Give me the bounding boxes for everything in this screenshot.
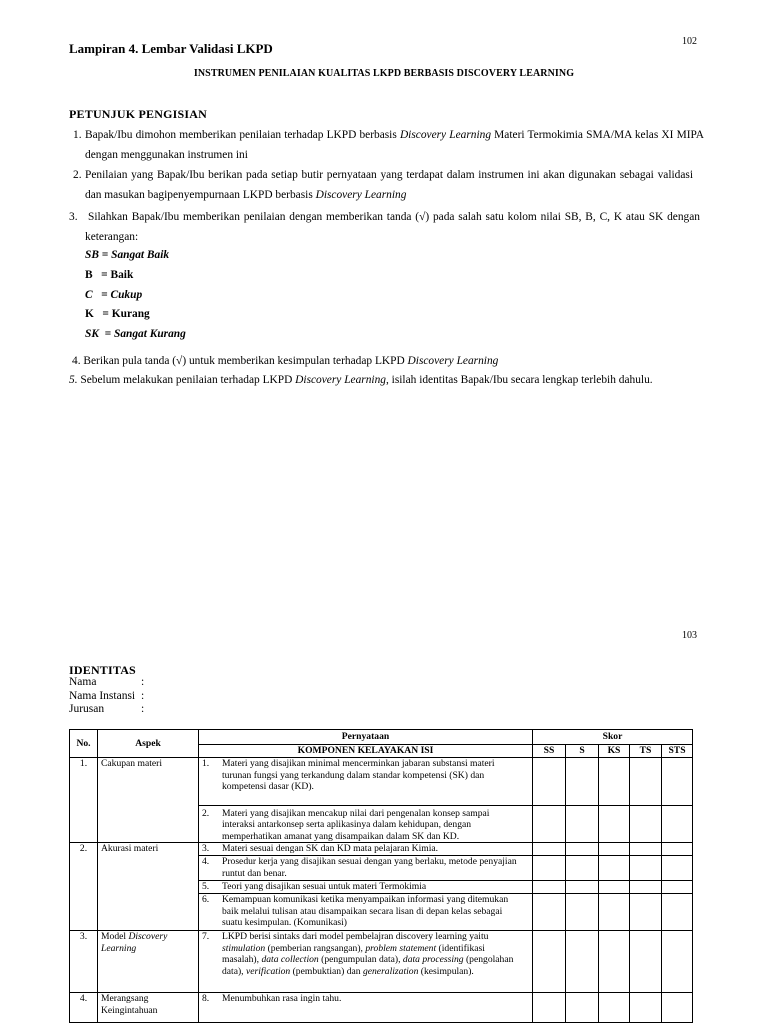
header-skor: Skor (533, 730, 693, 745)
score-cell[interactable] (662, 806, 693, 843)
score-cell[interactable] (630, 894, 662, 931)
list-number: 2. (73, 169, 82, 181)
score-cell[interactable] (630, 758, 662, 806)
page-number: 103 (682, 630, 697, 641)
header-skor-ks: KS (599, 745, 630, 758)
score-cell[interactable] (533, 894, 566, 931)
identity-field-instansi: Nama Instansi : (69, 689, 145, 702)
statement-text: Menumbuhkan rasa ingin tahu. (222, 993, 342, 1004)
score-cell[interactable] (599, 894, 630, 931)
score-cell[interactable] (566, 931, 599, 993)
page-number: 102 (682, 36, 697, 47)
statement-text: Teori yang disajikan sesuai untuk materi Termokimia (222, 881, 427, 892)
score-cell[interactable] (599, 931, 630, 993)
identity-field-nama: Nama : (69, 676, 145, 688)
statement-cell (199, 993, 533, 1023)
score-cell[interactable] (566, 806, 599, 843)
score-cell[interactable] (630, 993, 662, 1023)
score-cell[interactable] (599, 758, 630, 806)
statement-number: 3. (202, 843, 210, 854)
identity-field-jurusan: Jurusan : (69, 703, 145, 715)
legend-k: K = Kurang (85, 308, 150, 321)
row-aspek: Akurasi materi (98, 843, 199, 931)
score-cell[interactable] (566, 894, 599, 931)
statement-text: Kemampuan komunikasi ketika menyampaikan informasi yang ditemukan baik melalui tulisan atau disampaikan secara lisan di depan kelas sebagai suatu kesimpulan. (Komunikasi) (222, 894, 509, 928)
score-cell[interactable] (566, 881, 599, 894)
score-cell[interactable] (566, 843, 599, 856)
table-row (70, 931, 693, 993)
identity-fields (69, 676, 144, 717)
statement-cell (199, 856, 533, 881)
score-cell[interactable] (630, 931, 662, 993)
statement-cell (199, 843, 533, 856)
score-cell[interactable] (566, 758, 599, 806)
statement-number: 6. (202, 894, 210, 905)
score-cell[interactable] (566, 993, 599, 1023)
header-skor-ts: TS (630, 745, 662, 758)
legend-list (85, 246, 186, 345)
statement-cell (199, 881, 533, 894)
score-cell[interactable] (533, 881, 566, 894)
legend-sk: SK = Sangat Kurang (85, 328, 186, 341)
score-cell[interactable] (662, 894, 693, 931)
score-cell[interactable] (599, 881, 630, 894)
legend-c: C = Cukup (85, 288, 143, 301)
header-komponen: KOMPONEN KELAYAKAN ISI (199, 745, 533, 758)
row-number: 3. (70, 931, 98, 993)
score-cell[interactable] (599, 993, 630, 1023)
statement-cell (199, 931, 533, 993)
score-cell[interactable] (533, 856, 566, 881)
header-skor-ss: SS (533, 745, 566, 758)
instrument-title: INSTRUMEN PENILAIAN KUALITAS LKPD BERBASIS DISCOVERY LEARNING (193, 68, 575, 79)
statement-number: 4. (202, 856, 210, 867)
row-number: 2. (70, 843, 98, 931)
header-skor-sts: STS (662, 745, 693, 758)
instruction-item-2: Penilaian yang Bapak/Ibu berikan pada setiap butir pernyataan yang terdapat dalam instrumen ini akan digunakan sebagai validasi dan masukan bagipenyempurnaan LKPD berbasis Discovery Learning (85, 169, 693, 201)
table-row (70, 993, 693, 1023)
header-aspek: Aspek (98, 730, 199, 758)
statement-text: LKPD berisi sintaks dari model pembelajran discovery learning yaitu stimulation (pemberian rangsangan), problem statement (identifikasi masalah), data collection (pengumpulan data), data processing (pengolahan data), verification (pembuktian) dan generalization (kesimpulan). (222, 931, 514, 977)
assessment-table (69, 729, 693, 1023)
row-aspek: Model Discovery Learning (98, 931, 199, 993)
statement-number: 5. (202, 881, 210, 892)
statement-number: 7. (202, 931, 210, 942)
table-row (70, 843, 693, 856)
score-cell[interactable] (662, 856, 693, 881)
header-pernyataan: Pernyataan (199, 730, 533, 745)
legend-sb: SB = Sangat Baik (85, 249, 170, 261)
statement-number: 1. (202, 758, 210, 769)
score-cell[interactable] (630, 881, 662, 894)
score-cell[interactable] (662, 881, 693, 894)
score-cell[interactable] (566, 856, 599, 881)
score-cell[interactable] (599, 806, 630, 843)
score-cell[interactable] (630, 843, 662, 856)
page-title: Lampiran 4. Lembar Validasi LKPD (69, 41, 273, 56)
score-cell[interactable] (599, 843, 630, 856)
score-cell[interactable] (662, 758, 693, 806)
score-cell[interactable] (630, 806, 662, 843)
statement-number: 2. (202, 807, 210, 819)
legend-b: B = Baik (85, 268, 134, 281)
score-cell[interactable] (533, 806, 566, 843)
score-cell[interactable] (662, 931, 693, 993)
score-cell[interactable] (533, 931, 566, 993)
statement-number: 8. (202, 993, 210, 1004)
statement-cell (199, 758, 533, 806)
score-cell[interactable] (662, 993, 693, 1023)
row-number: 1. (70, 758, 98, 843)
section-heading-identitas: IDENTITAS (69, 663, 136, 677)
score-cell[interactable] (533, 993, 566, 1023)
list-number: 3. (69, 211, 78, 223)
instruction-item-1: Bapak/Ibu dimohon memberikan penilaian terhadap LKPD berbasis Discovery Learning Materi Termokimia SMA/MA kelas XI MIPA dengan menggunakan instrumen ini (85, 129, 705, 161)
instruction-item-4: 4. Berikan pula tanda (√) untuk memberikan kesimpulan terhadap LKPD Discovery Learning (72, 355, 499, 367)
row-aspek: Merangsang Keingintahuan (98, 993, 199, 1023)
score-cell[interactable] (533, 843, 566, 856)
statement-text: Materi yang disajikan minimal mencerminkan jabaran substansi materi turunan fungsi yang terkandung dalam standar kompetensi (SK) dan kompetensi dasar (KD). (222, 758, 495, 792)
row-number: 4. (70, 993, 98, 1023)
instruction-item-5: 5. Sebelum melakukan penilaian terhadap LKPD Discovery Learning, isilah identitas Bapak/Ibu secara lengkap terlebih dahulu. (69, 374, 653, 386)
statement-cell (199, 806, 533, 843)
instruction-item-3: Silahkan Bapak/Ibu memberikan penilaian dengan memberikan tanda (√) pada salah satu kolom nilai SB, B, C, K atau SK dengan keterangan: (85, 211, 700, 243)
section-heading-petunjuk: PETUNJUK PENGISIAN (69, 107, 207, 121)
header-no: No. (70, 730, 98, 758)
header-skor-s: S (566, 745, 599, 758)
score-cell[interactable] (599, 856, 630, 881)
score-cell[interactable] (662, 843, 693, 856)
list-number: 1. (73, 129, 82, 141)
statement-text: Prosedur kerja yang disajikan sesuai dengan yang berlaku, metode penyajian runtut dan benar. (222, 856, 517, 879)
statement-text: Materi yang disajikan mencakup nilai dari pengenalan konsep sampai interaksi antarkonsep serta aplikasinya dalam kehidupan, dengan memperhatikan amanat yang disampaikan dalam SK dan KD. (222, 807, 490, 842)
statement-cell (199, 894, 533, 931)
statement-text: Materi sesuai dengan SK dan KD mata pelajaran Kimia. (222, 843, 439, 854)
score-cell[interactable] (533, 758, 566, 806)
row-aspek: Cakupan materi (98, 758, 199, 843)
table-row (70, 758, 693, 806)
score-cell[interactable] (630, 856, 662, 881)
